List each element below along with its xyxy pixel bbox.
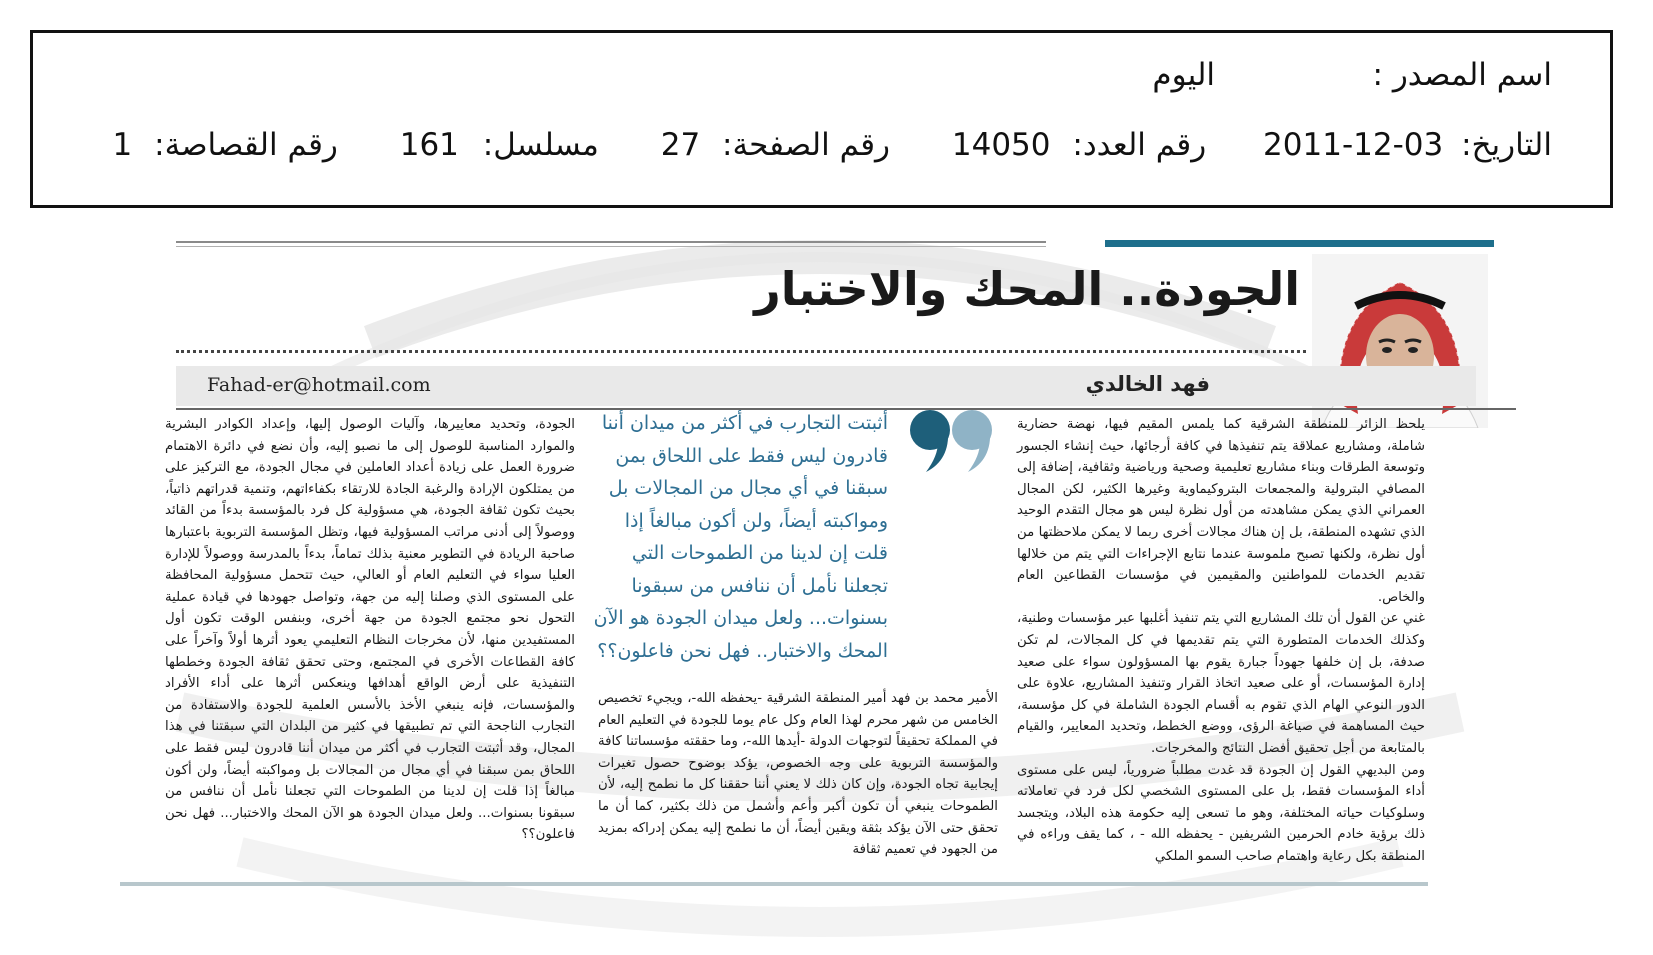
- page-value: 27: [660, 127, 701, 163]
- accent-rule: [1105, 240, 1494, 247]
- top-rule-secondary: [176, 246, 1046, 247]
- article-column-middle: [598, 688, 998, 861]
- author-email[interactable]: Fahad-er@hotmail.com: [207, 374, 431, 396]
- date-value: 2011-12-03: [1263, 127, 1444, 163]
- article-column-right: [1017, 414, 1425, 867]
- paragraph: ومن البديهي القول إن الجودة قد غدت مطلباً ضرورياً، ليس على مستوى أداء المؤسسات فقط، بل على المستوى الشخصي لكل فرد في تعاملاته وسلوكيات حياته المختلفة، وهو ما تسعى إليه حكومة هذه البلاد، ويتجسد ذلك برؤية خادم الحرمين الشريفين - يحفظه الله - ، كما يقف وراءه في المنطقة بكل رعاية واهتمام صاحب السمو الملكي: [1017, 762, 1425, 864]
- clip-number-label: رقم القصاصة:: [154, 127, 338, 163]
- pull-quote: أثبتت التجارب في أكثر من ميدان أننا قادرون ليس فقط على اللحاق بمن سبقنا في أي مجال من المجالات بل ومواكبته أيضاً، ولن أكون مبالغاً إذا قلت إن لدينا من الطموحات التي تجعلنا نأمل أن ننافس من سبقونا بسنوات... ولعل ميدان الجودة هو الآن المحك والاختبار.. فهل نحن فاعلون؟؟: [593, 412, 888, 662]
- article-column-left: [165, 414, 575, 846]
- serial-label: مسلسل:: [482, 127, 599, 163]
- quote-mark-icon: [908, 408, 996, 474]
- bottom-rule: [120, 882, 1428, 886]
- issue-value: 14050: [951, 127, 1051, 163]
- source-value: اليوم: [1152, 57, 1215, 93]
- paragraph: غني عن القول أن تلك المشاريع التي يتم تنفيذ أغلبها عبر مؤسسات وطنية، وكذلك الخدمات المتطورة التي يتم تقديمها في كل المجالات، لم تكن صدفة، بل إن خلفها جهوداً جبارة يقوم بها المسؤولون سواء على صعيد إدارة المؤسسات، أو على صعيد اتخاذ القرار وتنفيذ المشاريع، علاوة على الدور النوعي الهام الذي تقوم به أقسام الجودة الشاملة في كل مؤسسة، حيث المساهمة في صياغة الرؤى، ووضع الخطط، وتحديد المعايير، والقيام بالمتابعة من أجل تحقيق أفضل النتائج والمخرجات.: [1017, 611, 1425, 756]
- metadata-row: [113, 127, 1552, 163]
- top-rule: [176, 241, 1046, 243]
- serial-value: 161: [399, 127, 459, 163]
- issue-label: رقم العدد:: [1072, 127, 1207, 163]
- clipping-metadata-box: [30, 30, 1613, 208]
- paragraph: الجودة، وتحديد معاييرها، وآليات الوصول إليها، وإعداد الكوادر البشرية والموارد المناسبة للوصول إلى ما نصبو إليه، وأن نضع في دائرة الاهتمام ضرورة العمل على زيادة أعداد العاملين في مجال الجودة، مع التركيز على من يمتلكون الإرادة والرغبة الجادة للارتقاء بكفاءاتهم، وتنمية قدراتهم ذاتياً، بحيث تكون ثقافة الجودة، هي مسؤولية كل فرد بالمؤسسة بدءاً من القائد ووصولاً إلى أدنى مراتب المسؤولية فيها، وتظل المؤسسة التربوية باعتبارها صاحبة الريادة في التطوير معنية بذلك تماماً، بدءاً بالمدرسة ووصولاً للإدارة العليا سواء في التعليم العام أو العالي، حيث تتحمل مسؤولية المحافظة على المستوى الذي وصلنا إليه من جهة، وتواصل جهودها في قيادة عملية التحول نحو مجتمع الجودة من جهة أخرى، وبنفس الوقت تكون أول المستفيدين منها، لأن مخرجات النظام التعليمي يعود أثرها أولاً وآخراً على كافة القطاعات الأخرى في المجتمع، وحتى تحقق ثقافة الجودة وخططها التنفيذية على أرض الواقع أهدافها وينعكس أثرها على أداء الأفراد والمؤسسات، فإنه ينبغي الأخذ بالأسس العلمية للجودة والاستفادة من التجارب الناجحة التي تم تطبيقها في كثير من البلدان التي سبقتنا في هذا المجال، وقد أثبتت التجارب في أكثر من ميدان أننا قادرون ليس فقط على اللحاق بمن سبقنا في أي مجال من المجالات بل ومواكبته أيضاً، ولن أكون مبالغاً إذا قلت إن لدينا من الطموحات التي تجعلنا نأمل أن ننافس من سبقونا بسنوات... ولعل ميدان الجودة هو الآن المحك والاختبار... فهل نحن فاعلون؟؟: [165, 417, 575, 843]
- author-name: فهد الخالدي: [1085, 372, 1210, 396]
- paragraph: يلحظ الزائر للمنطقة الشرقية كما يلمس المقيم فيها، نهضة حضارية شاملة، ومشاريع عملاقة يتم تنفيذها في كافة أرجائها، حيث إنشاء الجسور وتوسعة الطرقات وبناء مشاريع تعليمية وصحية ورياضية وثقافية، إضافة إلى المصافي البترولية والمجمعات البتروكيماوية وغيرها الكثير، لكن المجال العمراني الذي يمكن مشاهدته من أول نظرة ليس هو مجال التقدم الوحيد الذي تشهده المنطقة، بل إن هناك مجالات أخرى ربما لا يمكن ملاحظتها من أول نظرة، ولكنها تصبح ملموسة عندما نتابع الإجراءات التي يتم من خلالها تقديم الخدمات للمواطنين والمقيمين في مؤسسات القطاعين العام والخاص.: [1017, 417, 1425, 605]
- clip-number-value: 1: [112, 127, 133, 163]
- date-label: التاريخ:: [1461, 127, 1552, 163]
- paragraph: الأمير محمد بن فهد أمير المنطقة الشرقية -يحفظه الله-، ويجيء تخصيص الخامس من شهر محرم لهذا العام وكل عام يوما للجودة في التعليم العام في المملكة تحقيقاً لتوجهات الدولة -أيدها الله-، وما حققته مؤسساتنا كافة والمؤسسة التربوية على وجه الخصوص، يؤكد بوضوح حصول تغيرات إيجابية تجاه الجودة، وإن كان ذلك لا يعني أننا حققنا كل ما نطمح إليه، لأن الطموحات ينبغي أن تكون أكبر وأعم وأشمل من ذلك بكثير، كما أن ما تحقق حتى الآن يؤكد بثقة ويقين أيضاً، أن ما نطمح إليه يمكن إدراكه بمزيد من الجهود في تعميم ثقافة: [598, 691, 998, 858]
- page-label: رقم الصفحة:: [722, 127, 891, 163]
- newspaper-clipping: [120, 232, 1520, 940]
- dotted-divider: [176, 350, 1306, 353]
- source-label: اسم المصدر :: [1372, 57, 1552, 93]
- article-headline: الجودة.. المحك والاختبار: [754, 262, 1300, 316]
